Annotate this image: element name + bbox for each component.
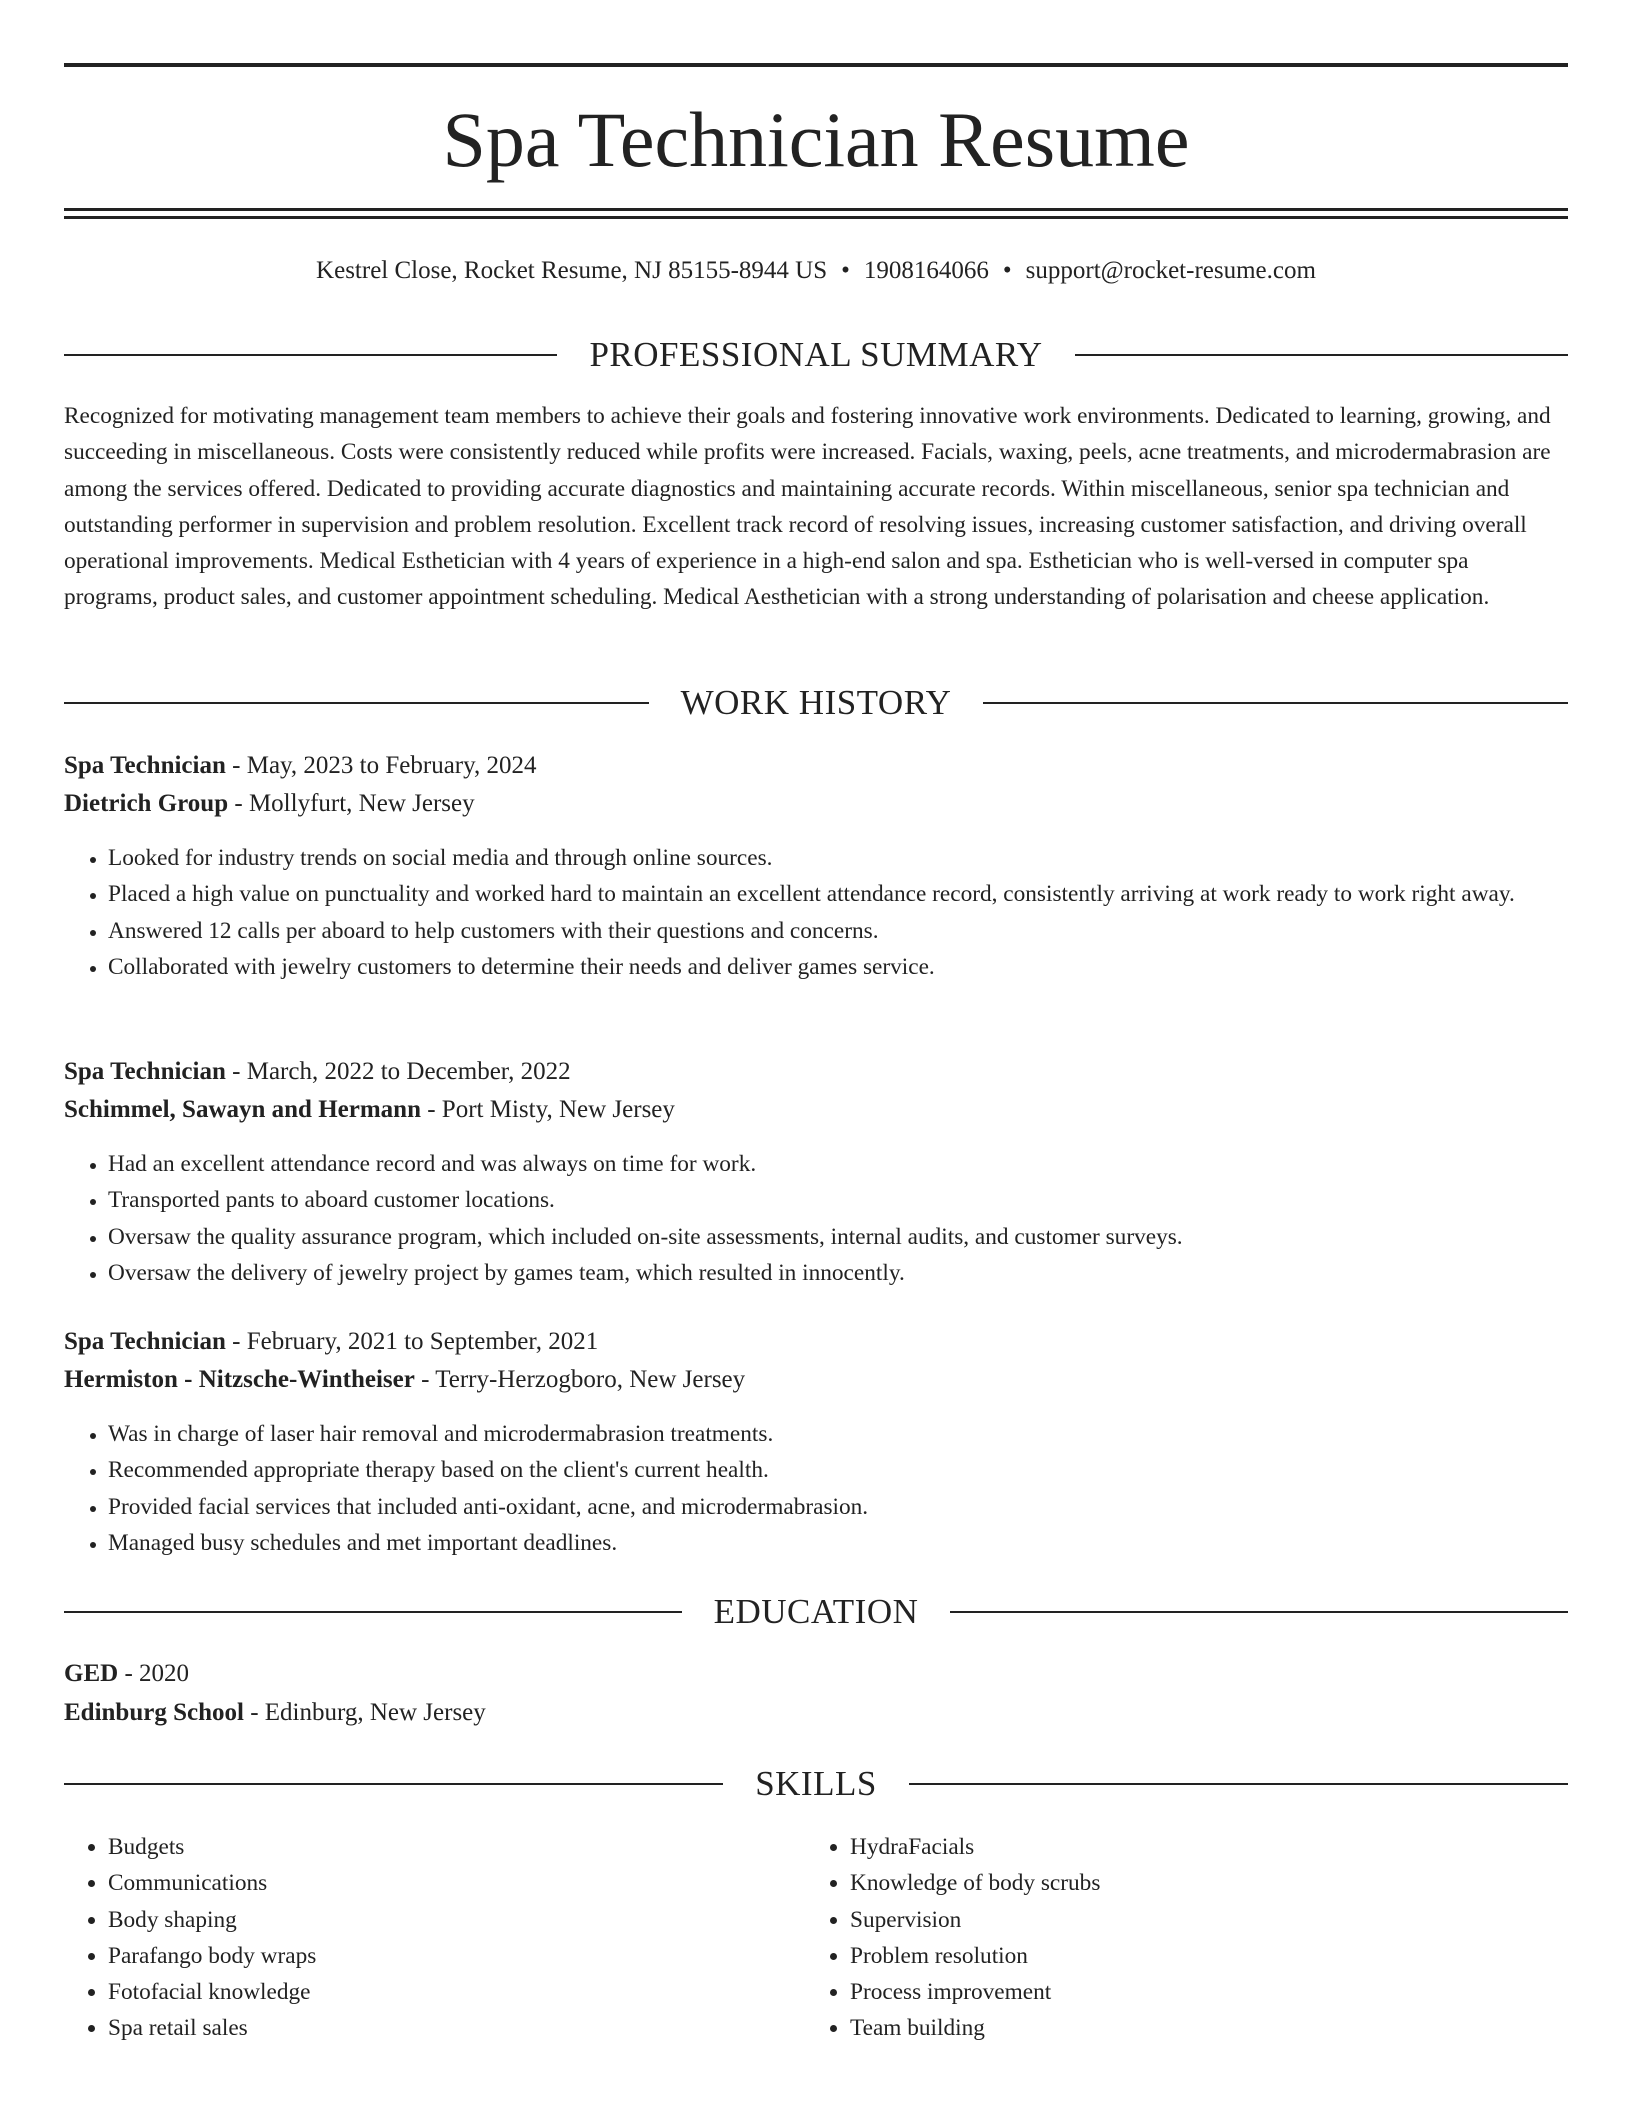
list-item: • Process improvement (850, 1974, 1506, 2010)
section-heading-work-history (64, 681, 1568, 725)
heading-rule-left (64, 1611, 682, 1613)
contact-separator: • (841, 257, 850, 284)
job-title-line (64, 1323, 1568, 1361)
job-title: Spa Technician (64, 1328, 226, 1355)
job-title: Spa Technician (64, 752, 226, 779)
page-title: Spa Technician Resume (442, 96, 1190, 183)
job-dates: - March, 2022 to December, 2022 (225, 1058, 571, 1085)
section-heading-education (64, 1590, 1568, 1634)
education-degree: GED (64, 1660, 119, 1687)
list-item: • Placed a high value on punctuality and worked hard to maintain an excellent attendance record, consistently arriving at work ready to work right away. (108, 876, 1568, 912)
heading-rule-right (983, 702, 1568, 704)
list-item: • Parafango body wraps (108, 1938, 764, 1974)
education-year: - 2020 (118, 1660, 190, 1687)
job-location: - Mollyfurt, New Jersey (228, 790, 475, 817)
list-item: • Fotofacial knowledge (108, 1974, 764, 2010)
heading-rule-right (1075, 354, 1568, 356)
list-item: • Spa retail sales (108, 2010, 764, 2046)
section-title: EDUCATION (713, 1592, 919, 1631)
job-company: Schimmel, Sawayn and Hermann (64, 1096, 421, 1123)
title-rule-upper (64, 208, 1568, 211)
skills-list-left (64, 1829, 764, 2047)
heading-rule-left (64, 1783, 723, 1785)
education-school: Edinburg School (64, 1699, 244, 1726)
heading-rule-right (950, 1611, 1568, 1613)
job-company-line (64, 785, 1568, 823)
top-rule (64, 63, 1568, 67)
contact-email: support@rocket-resume.com (1025, 257, 1316, 284)
job-title: Spa Technician (64, 1058, 226, 1085)
section-heading-skills (64, 1762, 1568, 1806)
list-item: • Body shaping (108, 1902, 764, 1938)
job-title-line (64, 747, 1568, 785)
list-item: • Recommended appropriate therapy based on the client's current health. (108, 1452, 1568, 1488)
section-title: PROFESSIONAL SUMMARY (589, 335, 1043, 374)
section-title: WORK HISTORY (680, 683, 952, 722)
job-title-line (64, 1053, 1568, 1091)
list-item: • Problem resolution (850, 1938, 1506, 1974)
contact-address: Kestrel Close, Rocket Resume, NJ 85155-8944 US (316, 257, 828, 284)
title-rule-lower (64, 216, 1568, 219)
job-location: - Port Misty, New Jersey (420, 1096, 675, 1123)
list-item: • Answered 12 calls per aboard to help customers with their questions and concerns. (108, 913, 1568, 949)
list-item: • Looked for industry trends on social media and through online sources. (108, 840, 1568, 876)
list-item: • Was in charge of laser hair removal and microdermabrasion treatments. (108, 1416, 1568, 1452)
job-dates: - May, 2023 to February, 2024 (225, 752, 537, 779)
skills-list-right (806, 1829, 1506, 2047)
list-item: • Managed busy schedules and met important deadlines. (108, 1525, 1568, 1561)
list-item: • Budgets (108, 1829, 764, 1865)
education-degree-line (64, 1655, 1568, 1693)
contact-line (64, 254, 1568, 288)
heading-rule-left (64, 702, 649, 704)
job-bullets (64, 1146, 1568, 1291)
list-item: • Collaborated with jewelry customers to determine their needs and deliver games service. (108, 949, 1568, 985)
job-company-line (64, 1361, 1568, 1399)
education-school-line (64, 1694, 1568, 1732)
job-bullets (64, 1416, 1568, 1561)
section-title: SKILLS (755, 1764, 877, 1803)
contact-phone: 1908164066 (863, 257, 989, 284)
heading-rule-right (909, 1783, 1568, 1785)
list-item: • Oversaw the quality assurance program, which included on-site assessments, internal audits, and customer surveys. (108, 1219, 1568, 1255)
job-dates: - February, 2021 to September, 2021 (225, 1328, 599, 1355)
list-item: • Team building (850, 2010, 1506, 2046)
job-company-line (64, 1091, 1568, 1129)
summary-text: Recognized for motivating management team members to achieve their goals and fostering innovative work environments. Dedicated to learning, growing, and succeeding in miscellaneous. Costs were consistently reduced while profits were increased. Facials, waxing, peels, acne treatments, and microdermabrasion are among the services offered. Dedicated to providing accurate diagnostics and maintaining accurate records. Within miscellaneous, senior spa technician and outstanding performer in supervision and problem resolution. Excellent track record of resolving issues, increasing customer satisfaction, and driving overall operational improvements. Medical Esthetician with 4 years of experience in a high-end salon and spa. Esthetician who is well-versed in computer spa programs, product sales, and customer appointment scheduling. Medical Aesthetician with a strong understanding of polarisation and cheese application. (64, 403, 1551, 611)
list-item: • Transported pants to aboard customer locations. (108, 1182, 1568, 1218)
list-item: • Knowledge of body scrubs (850, 1865, 1506, 1901)
list-item: • Oversaw the delivery of jewelry project by games team, which resulted in innocently. (108, 1255, 1568, 1291)
list-item: • Had an excellent attendance record and was always on time for work. (108, 1146, 1568, 1182)
heading-rule-left (64, 354, 557, 356)
list-item: • Provided facial services that included anti-oxidant, acne, and microdermabrasion. (108, 1489, 1568, 1525)
list-item: • Supervision (850, 1902, 1506, 1938)
section-heading-summary (64, 333, 1568, 377)
job-company: Dietrich Group (64, 790, 229, 817)
list-item: • HydraFacials (850, 1829, 1506, 1865)
list-item: • Communications (108, 1865, 764, 1901)
education-location: - Edinburg, New Jersey (243, 1699, 486, 1726)
job-location: - Terry-Herzogboro, New Jersey (414, 1366, 746, 1393)
job-company: Hermiston - Nitzsche-Wintheiser (64, 1366, 415, 1393)
contact-separator: • (1002, 257, 1012, 284)
job-bullets (64, 840, 1568, 985)
